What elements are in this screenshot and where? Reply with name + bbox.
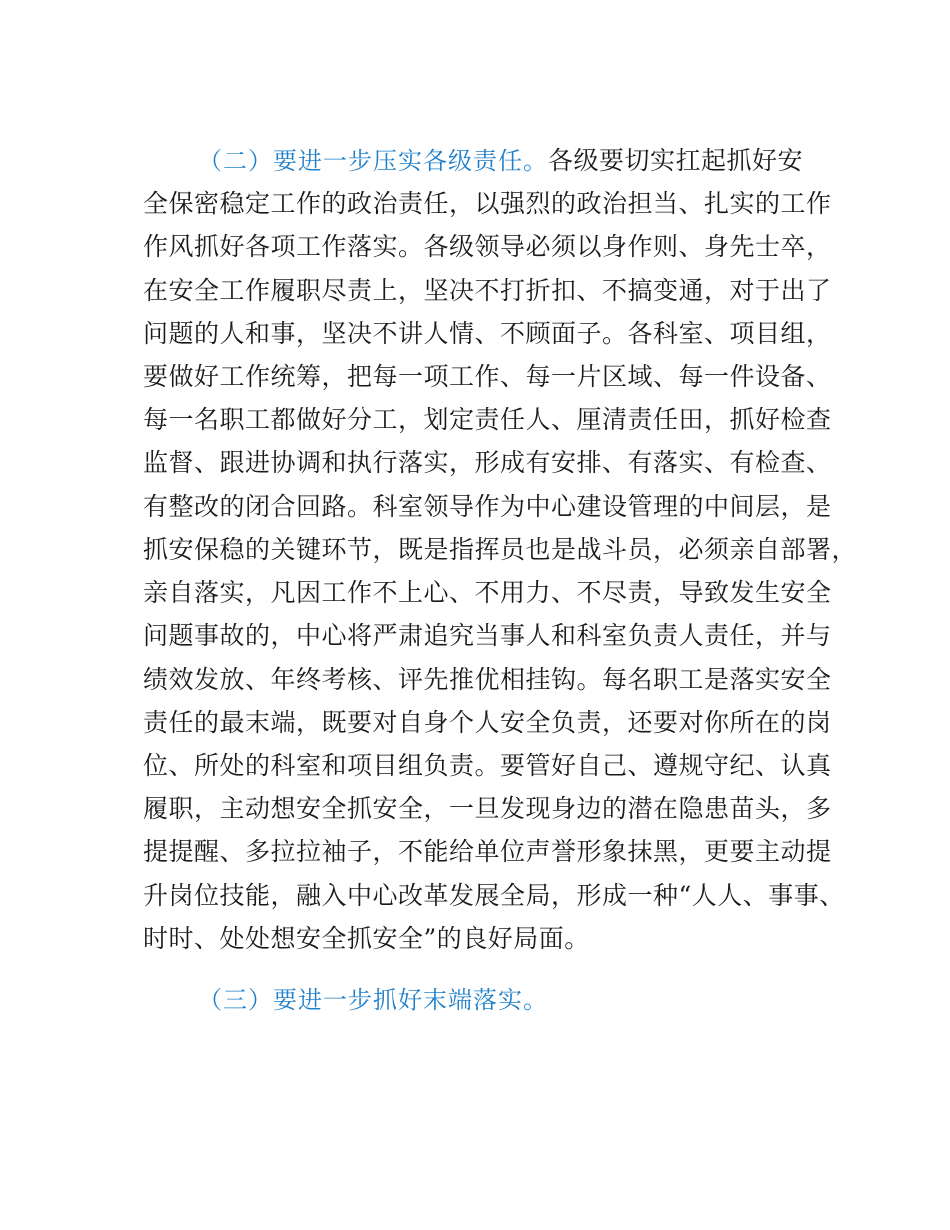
paragraph-line: 问题的人和事，坚决不讲人情、不顾面子。各科室、项目组， xyxy=(143,319,832,348)
paragraph-line: 绩效发放、年终考核、评先推优相挂钩。每名职工是落实安全 xyxy=(143,665,832,694)
paragraph-line: 位、所处的科室和项目组负责。要管好自己、遵规守纪、认真 xyxy=(143,751,832,780)
paragraph-line: 问题事故的，中心将严肃追究当事人和科室负责人责任，并与 xyxy=(143,621,832,650)
section2-first-line xyxy=(198,141,803,181)
paragraph-line: 时时、处处想安全抓安全”的良好局面。 xyxy=(143,924,590,953)
paragraph-line: 各级要切实扛起抓好安 xyxy=(548,146,804,175)
paragraph-line: 抓安保稳的关键环节，既是指挥员也是战斗员，必须亲自部署， xyxy=(143,535,858,564)
paragraph-line: 履职，主动想安全抓安全，一旦发现身边的潜在隐患苗头，多 xyxy=(143,794,832,823)
paragraph-line: 作风抓好各项工作落实。各级领导必须以身作则、身先士卒， xyxy=(143,232,832,261)
paragraph-line: 有整改的闭合回路。科室领导作为中心建设管理的中间层，是 xyxy=(143,492,832,521)
paragraph-line: 责任的最末端，既要对自身个人安全负责，还要对你所在的岗 xyxy=(143,708,832,737)
paragraph-line: 亲自落实，凡因工作不上心、不用力、不尽责，导致发生安全 xyxy=(143,578,832,607)
paragraph-line: 升岗位技能，融入中心改革发展全局，形成一种“人人、事事、 xyxy=(143,881,845,910)
paragraph-line: 在安全工作履职尽责上，坚决不打折扣、不搞变通，对于出了 xyxy=(143,276,832,305)
section3-heading: （三）要进一步抓好末端落实。 xyxy=(198,986,548,1014)
paragraph-line: 提提醒、多拉拉袖子，不能给单位声誉形象抹黑，更要主动提 xyxy=(143,837,832,866)
section2-heading: （二）要进一步压实各级责任。 xyxy=(198,147,548,175)
paragraph-line: 要做好工作统筹，把每一项工作、每一片区域、每一件设备、 xyxy=(143,362,832,391)
paragraph-line: 每一名职工都做好分工，划定责任人、厘清责任田，抓好检查 xyxy=(143,405,832,434)
paragraph-line: 监督、跟进协调和执行落实，形成有安排、有落实、有检查、 xyxy=(143,448,832,477)
paragraph-line: 全保密稳定工作的政治责任，以强烈的政治担当、扎实的工作 xyxy=(143,189,832,218)
